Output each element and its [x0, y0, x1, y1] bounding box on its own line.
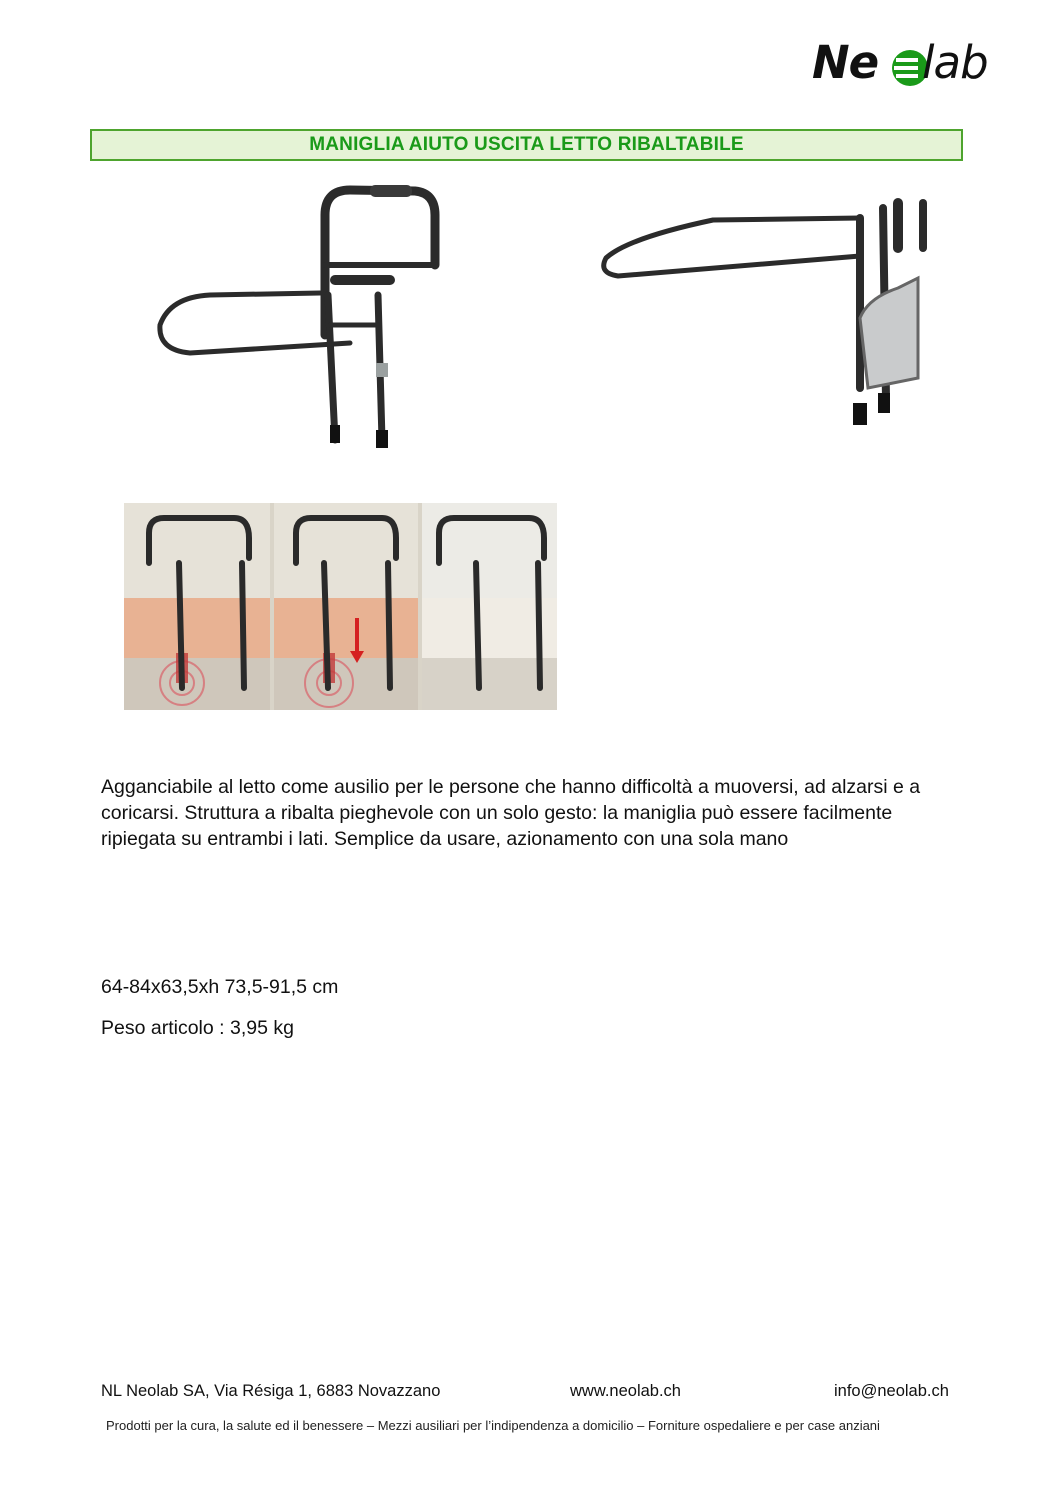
- footer-tagline: Prodotti per la cura, la salute ed il benessere – Mezzi ausiliari per l’indipendenza a domicilio – Forniture ospedaliere e per case anziani: [106, 1418, 880, 1433]
- logo-text-lab: lab: [922, 36, 988, 89]
- footer-email-link[interactable]: info@neolab.ch: [834, 1382, 949, 1400]
- neolab-logo: [812, 36, 1012, 92]
- usage-sequence-photo: [124, 503, 557, 710]
- product-photo-open: [150, 185, 440, 455]
- logo-text-ne: Ne: [812, 36, 879, 89]
- footer-address: NL Neolab SA, Via Résiga 1, 6883 Novazzano: [101, 1382, 441, 1400]
- footer-website-link[interactable]: www.neolab.ch: [570, 1382, 681, 1400]
- product-description: Agganciabile al letto come ausilio per le persone che hanno difficoltà a muoversi, ad alzarsi e a coricarsi. Struttura a ribalta pieghevole con un solo gesto: la maniglia può essere facilmente ripiegata su entrambi i lati. Semplice da usare, azionamento con una sola mano: [101, 776, 921, 850]
- product-title: MANIGLIA AIUTO USCITA LETTO RIBALTABILE: [309, 134, 744, 155]
- product-dimensions: 64-84x63,5xh 73,5-91,5 cm: [101, 976, 339, 998]
- product-weight: Peso articolo : 3,95 kg: [101, 1017, 294, 1039]
- product-photo-folded: [598, 188, 943, 433]
- title-banner: [90, 129, 963, 161]
